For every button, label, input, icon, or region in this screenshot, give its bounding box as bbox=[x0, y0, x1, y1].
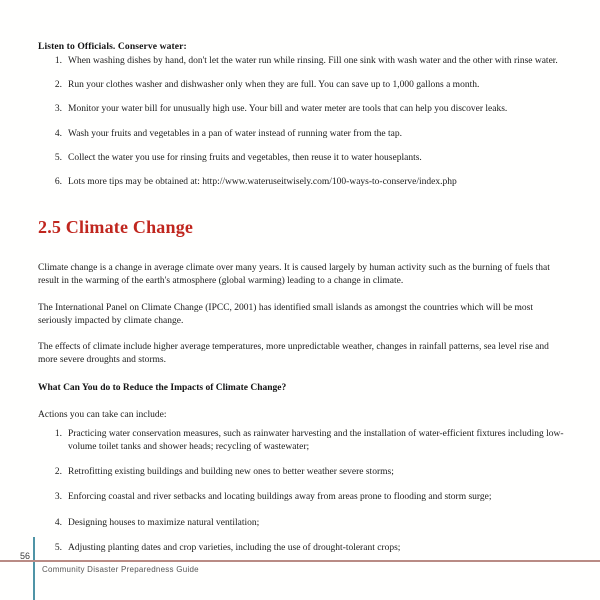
list-item-text-with-link[interactable]: Lots more tips may be obtained at: http://www.wateruseitwisely.com/100-ways-to-conserve/index.php bbox=[68, 177, 457, 188]
climate-actions-list bbox=[38, 428, 568, 555]
spacer bbox=[38, 289, 568, 302]
list-item bbox=[38, 128, 568, 141]
conserve-water-list bbox=[38, 55, 568, 189]
list-item-text: Designing houses to maximize natural ventilation; bbox=[68, 517, 260, 528]
list-item-number: 4. bbox=[54, 128, 62, 139]
list-item-text: Practicing water conservation measures, such as rainwater harvesting and the installation of water-efficient fixtures including low-volume toilet tanks and shower heads; recycling of wastewater; bbox=[68, 428, 564, 453]
list-item bbox=[38, 103, 568, 116]
list-item-text: Collect the water you use for rinsing fruits and vegetables, then reuse it to water houseplants. bbox=[68, 152, 422, 163]
list-item-number: 6. bbox=[54, 177, 62, 188]
list-item bbox=[38, 176, 568, 189]
list-item bbox=[38, 517, 568, 530]
list-item-text: Enforcing coastal and river setbacks and locating buildings away from areas prone to flooding and storm surge; bbox=[68, 492, 492, 503]
spacer bbox=[38, 367, 568, 382]
section-heading-climate-change: 2.5 Climate Change bbox=[38, 217, 194, 238]
list-item bbox=[38, 55, 568, 68]
list-item-number: 5. bbox=[54, 152, 62, 163]
list-item-number: 5. bbox=[54, 542, 62, 553]
spacer bbox=[38, 238, 568, 262]
list-item bbox=[38, 152, 568, 165]
list-item-number: 2. bbox=[54, 467, 62, 478]
spacer bbox=[38, 328, 568, 341]
list-item bbox=[38, 428, 568, 454]
list-item-number: 4. bbox=[54, 517, 62, 528]
climate-paragraph-1: Climate change is a change in average climate over many years. It is caused largely by human activity such as the burning of fuels that result in the warming of the earth's atmosphere (global warming) leading to a change in climate. bbox=[38, 263, 550, 287]
conserve-water-lead: Listen to Officials. Conserve water: bbox=[38, 41, 187, 52]
list-item-number: 1. bbox=[54, 428, 62, 439]
list-item-number: 3. bbox=[54, 492, 62, 503]
climate-subheading: What Can You do to Reduce the Impacts of Climate Change? bbox=[38, 383, 287, 394]
list-item-number: 2. bbox=[54, 80, 62, 91]
list-item-text: Retrofitting existing buildings and building new ones to better weather severe storms; bbox=[68, 467, 394, 478]
footer-document-title: Community Disaster Preparedness Guide bbox=[42, 565, 199, 574]
spacer bbox=[38, 396, 568, 409]
list-item bbox=[38, 466, 568, 479]
climate-paragraph-3: The effects of climate include higher average temperatures, more unpredictable weather, changes in rainfall patterns, sea level rise and more severe droughts and storms. bbox=[38, 342, 549, 366]
list-item-text: When washing dishes by hand, don't let the water run while rinsing. Fill one sink with wash water and the other with rinse water. bbox=[68, 56, 558, 66]
list-item-text: Adjusting planting dates and crop varieties, including the use of drought-tolerant crops; bbox=[68, 542, 401, 553]
climate-paragraph-2: The International Panel on Climate Change (IPCC, 2001) has identified small islands as amongst the countries which will be most seriously impacted by climate change. bbox=[38, 302, 533, 326]
page-number: 56 bbox=[19, 551, 30, 561]
actions-lead: Actions you can take can include: bbox=[38, 409, 167, 420]
list-item bbox=[38, 491, 568, 504]
list-item-text: Wash your fruits and vegetables in a pan of water instead of running water from the tap. bbox=[68, 128, 403, 139]
list-item-number: 3. bbox=[54, 104, 62, 115]
list-item bbox=[38, 79, 568, 92]
footer-horizontal-rule bbox=[0, 560, 600, 562]
list-item bbox=[38, 542, 568, 555]
list-item-text: Monitor your water bill for unusually high use. Your bill and water meter are tools that can help you discover leaks. bbox=[68, 104, 508, 115]
list-item-text: Run your clothes washer and dishwasher only when they are full. You can save up to 1,000 gallons a month. bbox=[68, 80, 480, 91]
footer-vertical-rule bbox=[33, 537, 35, 600]
spacer bbox=[38, 189, 568, 216]
page-content bbox=[38, 40, 568, 567]
list-item-number: 1. bbox=[54, 56, 62, 66]
